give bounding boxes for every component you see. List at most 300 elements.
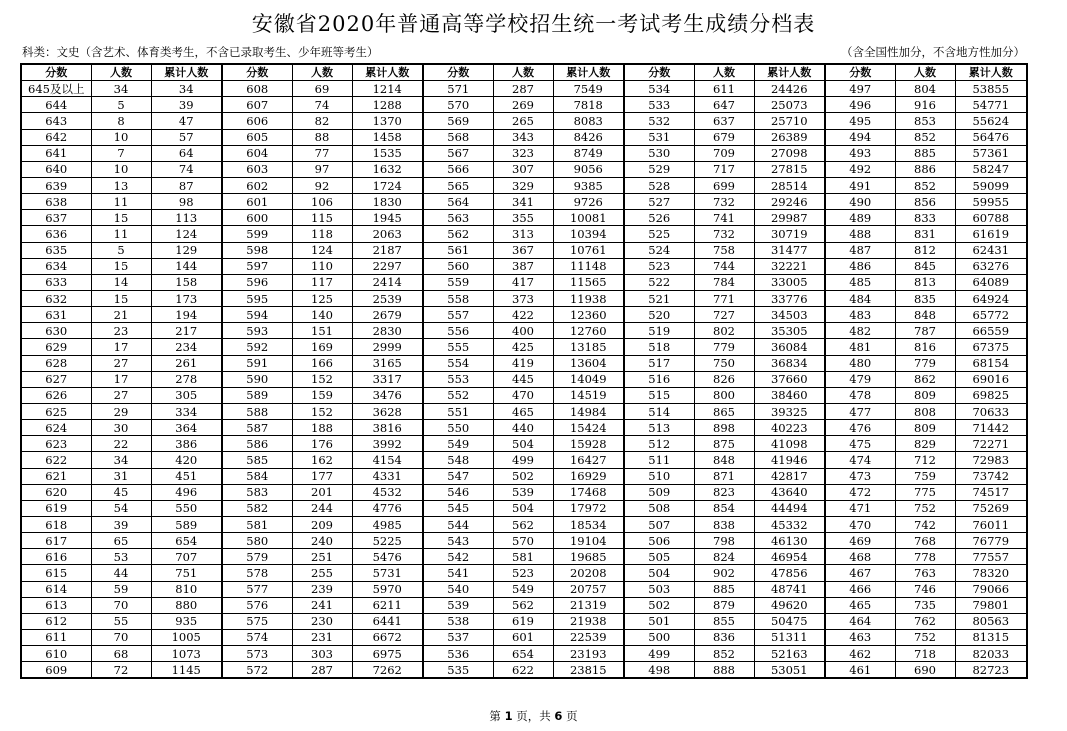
cumulative-cell: 56476: [955, 129, 1027, 145]
score-cell: 566: [423, 161, 493, 177]
score-cell: 591: [222, 355, 292, 371]
table-row: [21, 161, 1027, 177]
count-cell: 17: [91, 371, 151, 387]
cumulative-cell: 8749: [553, 145, 624, 161]
score-cell: 626: [21, 387, 91, 403]
score-cell: 562: [423, 226, 493, 242]
cumulative-cell: 23193: [553, 646, 624, 662]
cumulative-cell: 44494: [754, 500, 825, 516]
count-cell: 879: [694, 597, 754, 613]
count-cell: 871: [694, 468, 754, 484]
cumulative-cell: 24426: [754, 81, 825, 97]
score-cell: 602: [222, 177, 292, 193]
count-cell: 746: [895, 581, 955, 597]
score-cell: 583: [222, 484, 292, 500]
score-cell: 518: [624, 339, 694, 355]
cumulative-cell: 3317: [352, 371, 423, 387]
table-row: [21, 97, 1027, 113]
score-cell: 585: [222, 452, 292, 468]
count-cell: 622: [493, 662, 553, 679]
table-row: [21, 387, 1027, 403]
cumulative-cell: 67375: [955, 339, 1027, 355]
cumulative-cell: 58247: [955, 161, 1027, 177]
score-cell: 462: [825, 646, 895, 662]
cumulative-cell: 13604: [553, 355, 624, 371]
cumulative-cell: 72983: [955, 452, 1027, 468]
count-cell: 15: [91, 290, 151, 306]
table-row: [21, 420, 1027, 436]
score-cell: 550: [423, 420, 493, 436]
count-cell: 581: [493, 549, 553, 565]
cumulative-cell: 60788: [955, 210, 1027, 226]
cumulative-cell: 6441: [352, 613, 423, 629]
cumulative-cell: 2679: [352, 307, 423, 323]
count-cell: 367: [493, 242, 553, 258]
score-cell: 547: [423, 468, 493, 484]
cumulative-cell: 217: [151, 323, 222, 339]
count-cell: 39: [91, 516, 151, 532]
cumulative-cell: 19685: [553, 549, 624, 565]
count-cell: 717: [694, 161, 754, 177]
count-cell: 59: [91, 581, 151, 597]
score-cell: 622: [21, 452, 91, 468]
score-cell: 580: [222, 533, 292, 549]
table-row: [21, 468, 1027, 484]
score-cell: 636: [21, 226, 91, 242]
cumulative-cell: 74517: [955, 484, 1027, 500]
count-cell: 771: [694, 290, 754, 306]
count-cell: 865: [694, 403, 754, 419]
count-cell: 742: [895, 516, 955, 532]
cumulative-cell: 36084: [754, 339, 825, 355]
cumulative-cell: 34503: [754, 307, 825, 323]
score-cell: 532: [624, 113, 694, 129]
count-cell: 373: [493, 290, 553, 306]
column-header-count: 人数: [895, 64, 955, 81]
cumulative-cell: 14519: [553, 387, 624, 403]
score-cell: 634: [21, 258, 91, 274]
cumulative-cell: 52163: [754, 646, 825, 662]
cumulative-cell: 2539: [352, 290, 423, 306]
column-header-cumulative: 累计人数: [151, 64, 222, 81]
score-cell: 572: [222, 662, 292, 679]
score-cell: 554: [423, 355, 493, 371]
cumulative-cell: 7549: [553, 81, 624, 97]
bonus-points-note: （含全国性加分，不含地方性加分）: [841, 45, 1025, 59]
cumulative-cell: 59955: [955, 194, 1027, 210]
column-header-cumulative: 累计人数: [955, 64, 1027, 81]
count-cell: 855: [694, 613, 754, 629]
count-cell: 17: [91, 339, 151, 355]
cumulative-cell: 29987: [754, 210, 825, 226]
count-cell: 679: [694, 129, 754, 145]
cumulative-cell: 25073: [754, 97, 825, 113]
cumulative-cell: 8426: [553, 129, 624, 145]
score-cell: 597: [222, 258, 292, 274]
cumulative-cell: 6975: [352, 646, 423, 662]
count-cell: 54: [91, 500, 151, 516]
score-cell: 486: [825, 258, 895, 274]
count-cell: 8: [91, 113, 151, 129]
cumulative-cell: 76011: [955, 516, 1027, 532]
count-cell: 166: [292, 355, 352, 371]
table-row: [21, 129, 1027, 145]
column-header-cumulative: 累计人数: [754, 64, 825, 81]
count-cell: 125: [292, 290, 352, 306]
score-cell: 517: [624, 355, 694, 371]
score-cell: 559: [423, 274, 493, 290]
score-cell: 578: [222, 565, 292, 581]
score-cell: 574: [222, 629, 292, 645]
score-cell: 481: [825, 339, 895, 355]
table-row: [21, 113, 1027, 129]
count-cell: 735: [895, 597, 955, 613]
score-cell: 587: [222, 420, 292, 436]
count-cell: 5: [91, 242, 151, 258]
score-cell: 592: [222, 339, 292, 355]
count-cell: 750: [694, 355, 754, 371]
score-cell: 530: [624, 145, 694, 161]
count-cell: 637: [694, 113, 754, 129]
cumulative-cell: 1288: [352, 97, 423, 113]
score-cell: 612: [21, 613, 91, 629]
score-cell: 471: [825, 500, 895, 516]
table-row: [21, 242, 1027, 258]
cumulative-cell: 10394: [553, 226, 624, 242]
cumulative-cell: 80563: [955, 613, 1027, 629]
cumulative-cell: 22539: [553, 629, 624, 645]
score-cell: 493: [825, 145, 895, 161]
count-cell: 355: [493, 210, 553, 226]
cumulative-cell: 1830: [352, 194, 423, 210]
cumulative-cell: 79066: [955, 581, 1027, 597]
count-cell: 848: [694, 452, 754, 468]
score-cell: 531: [624, 129, 694, 145]
cumulative-cell: 25710: [754, 113, 825, 129]
cumulative-cell: 46130: [754, 533, 825, 549]
cumulative-cell: 451: [151, 468, 222, 484]
cumulative-cell: 173: [151, 290, 222, 306]
cumulative-cell: 42817: [754, 468, 825, 484]
cumulative-cell: 20208: [553, 565, 624, 581]
score-cell: 520: [624, 307, 694, 323]
cumulative-cell: 550: [151, 500, 222, 516]
score-cell: 567: [423, 145, 493, 161]
cumulative-cell: 23815: [553, 662, 624, 679]
count-cell: 162: [292, 452, 352, 468]
cumulative-cell: 2999: [352, 339, 423, 355]
count-cell: 712: [895, 452, 955, 468]
column-header-count: 人数: [292, 64, 352, 81]
score-cell: 613: [21, 597, 91, 613]
cumulative-cell: 1724: [352, 177, 423, 193]
count-cell: 829: [895, 436, 955, 452]
score-cell: 568: [423, 129, 493, 145]
cumulative-cell: 4532: [352, 484, 423, 500]
score-cell: 610: [21, 646, 91, 662]
score-cell: 468: [825, 549, 895, 565]
score-cell: 598: [222, 242, 292, 258]
cumulative-cell: 278: [151, 371, 222, 387]
score-distribution-table: [20, 63, 1028, 679]
score-cell: 487: [825, 242, 895, 258]
score-cell: 503: [624, 581, 694, 597]
cumulative-cell: 47856: [754, 565, 825, 581]
score-cell: 607: [222, 97, 292, 113]
table-row: [21, 290, 1027, 306]
count-cell: 313: [493, 226, 553, 242]
cumulative-cell: 3816: [352, 420, 423, 436]
score-cell: 556: [423, 323, 493, 339]
score-cell: 564: [423, 194, 493, 210]
cumulative-cell: 4331: [352, 468, 423, 484]
table-row: [21, 307, 1027, 323]
score-cell: 609: [21, 662, 91, 679]
cumulative-cell: 3476: [352, 387, 423, 403]
column-header-cumulative: 累计人数: [352, 64, 423, 81]
score-cell: 589: [222, 387, 292, 403]
count-cell: 77: [292, 145, 352, 161]
cumulative-cell: 935: [151, 613, 222, 629]
count-cell: 151: [292, 323, 352, 339]
score-cell: 473: [825, 468, 895, 484]
count-cell: 727: [694, 307, 754, 323]
cumulative-cell: 26389: [754, 129, 825, 145]
cumulative-cell: 9385: [553, 177, 624, 193]
count-cell: 763: [895, 565, 955, 581]
score-cell: 604: [222, 145, 292, 161]
cumulative-cell: 2830: [352, 323, 423, 339]
column-header-score: 分数: [222, 64, 292, 81]
cumulative-cell: 1458: [352, 129, 423, 145]
count-cell: 787: [895, 323, 955, 339]
score-cell: 641: [21, 145, 91, 161]
cumulative-cell: 32221: [754, 258, 825, 274]
score-cell: 477: [825, 403, 895, 419]
score-cell: 608: [222, 81, 292, 97]
cumulative-cell: 82723: [955, 662, 1027, 679]
count-cell: 11: [91, 194, 151, 210]
cumulative-cell: 64924: [955, 290, 1027, 306]
score-cell: 619: [21, 500, 91, 516]
score-cell: 498: [624, 662, 694, 679]
count-cell: 72: [91, 662, 151, 679]
score-cell: 506: [624, 533, 694, 549]
cumulative-cell: 70633: [955, 403, 1027, 419]
count-cell: 808: [895, 403, 955, 419]
count-cell: 152: [292, 403, 352, 419]
table-row: [21, 403, 1027, 419]
count-cell: 341: [493, 194, 553, 210]
score-cell: 579: [222, 549, 292, 565]
cumulative-cell: 75269: [955, 500, 1027, 516]
cumulative-cell: 1214: [352, 81, 423, 97]
score-cell: 476: [825, 420, 895, 436]
score-cell: 538: [423, 613, 493, 629]
count-cell: 752: [895, 629, 955, 645]
score-cell: 637: [21, 210, 91, 226]
count-cell: 387: [493, 258, 553, 274]
score-cell: 543: [423, 533, 493, 549]
cumulative-cell: 76779: [955, 533, 1027, 549]
cumulative-cell: 63276: [955, 258, 1027, 274]
score-cell: 525: [624, 226, 694, 242]
cumulative-cell: 61619: [955, 226, 1027, 242]
count-cell: 611: [694, 81, 754, 97]
table-row: [21, 258, 1027, 274]
score-cell: 483: [825, 307, 895, 323]
cumulative-cell: 69825: [955, 387, 1027, 403]
score-cell: 639: [21, 177, 91, 193]
count-cell: 27: [91, 355, 151, 371]
cumulative-cell: 1535: [352, 145, 423, 161]
column-header-score: 分数: [423, 64, 493, 81]
cumulative-cell: 34: [151, 81, 222, 97]
cumulative-cell: 35305: [754, 323, 825, 339]
cumulative-cell: 305: [151, 387, 222, 403]
count-cell: 902: [694, 565, 754, 581]
count-cell: 470: [493, 387, 553, 403]
table-row: [21, 226, 1027, 242]
column-header-score: 分数: [825, 64, 895, 81]
count-cell: 916: [895, 97, 955, 113]
count-cell: 140: [292, 307, 352, 323]
score-cell: 482: [825, 323, 895, 339]
table-row: [21, 436, 1027, 452]
cumulative-cell: 17468: [553, 484, 624, 500]
table-row: [21, 646, 1027, 662]
score-cell: 625: [21, 403, 91, 419]
cumulative-cell: 69016: [955, 371, 1027, 387]
cumulative-cell: 62431: [955, 242, 1027, 258]
score-cell: 638: [21, 194, 91, 210]
subject-category-note: 科类：文史（含艺术、体育类考生，不含已录取考生、少年班等考生）: [22, 45, 379, 59]
cumulative-cell: 51311: [754, 629, 825, 645]
score-cell: 581: [222, 516, 292, 532]
count-cell: 400: [493, 323, 553, 339]
cumulative-cell: 77557: [955, 549, 1027, 565]
table-row: [21, 323, 1027, 339]
count-cell: 27: [91, 387, 151, 403]
table-row: [21, 500, 1027, 516]
score-cell: 542: [423, 549, 493, 565]
cumulative-cell: 79801: [955, 597, 1027, 613]
cumulative-cell: 66559: [955, 323, 1027, 339]
page-footer: [0, 708, 1067, 724]
count-cell: 34: [91, 452, 151, 468]
cumulative-cell: 11565: [553, 274, 624, 290]
score-cell: 501: [624, 613, 694, 629]
score-cell: 496: [825, 97, 895, 113]
footer-prefix: 第: [489, 709, 505, 723]
count-cell: 856: [895, 194, 955, 210]
score-cell: 544: [423, 516, 493, 532]
score-cell: 510: [624, 468, 694, 484]
score-cell: 526: [624, 210, 694, 226]
count-cell: 329: [493, 177, 553, 193]
table-row: [21, 613, 1027, 629]
cumulative-cell: 72271: [955, 436, 1027, 452]
count-cell: 5: [91, 97, 151, 113]
cumulative-cell: 2297: [352, 258, 423, 274]
cumulative-cell: 57: [151, 129, 222, 145]
cumulative-cell: 19104: [553, 533, 624, 549]
count-cell: 654: [493, 646, 553, 662]
count-cell: 445: [493, 371, 553, 387]
score-cell: 512: [624, 436, 694, 452]
cumulative-cell: 9056: [553, 161, 624, 177]
score-cell: 545: [423, 500, 493, 516]
table-row: [21, 549, 1027, 565]
score-cell: 593: [222, 323, 292, 339]
count-cell: 343: [493, 129, 553, 145]
cumulative-cell: 38460: [754, 387, 825, 403]
cumulative-cell: 15928: [553, 436, 624, 452]
score-cell: 595: [222, 290, 292, 306]
cumulative-cell: 68154: [955, 355, 1027, 371]
cumulative-cell: 14984: [553, 403, 624, 419]
cumulative-cell: 64089: [955, 274, 1027, 290]
count-cell: 862: [895, 371, 955, 387]
cumulative-cell: 53855: [955, 81, 1027, 97]
score-cell: 479: [825, 371, 895, 387]
cumulative-cell: 1632: [352, 161, 423, 177]
count-cell: 752: [895, 500, 955, 516]
score-cell: 548: [423, 452, 493, 468]
cumulative-cell: 144: [151, 258, 222, 274]
count-cell: 29: [91, 403, 151, 419]
score-cell: 516: [624, 371, 694, 387]
column-header-count: 人数: [493, 64, 553, 81]
count-cell: 177: [292, 468, 352, 484]
score-cell: 577: [222, 581, 292, 597]
count-cell: 853: [895, 113, 955, 129]
cumulative-cell: 7262: [352, 662, 423, 679]
score-cell: 558: [423, 290, 493, 306]
count-cell: 82: [292, 113, 352, 129]
cumulative-cell: 707: [151, 549, 222, 565]
table-row: [21, 194, 1027, 210]
count-cell: 812: [895, 242, 955, 258]
score-cell: 504: [624, 565, 694, 581]
count-cell: 784: [694, 274, 754, 290]
score-cell: 535: [423, 662, 493, 679]
table-row: [21, 516, 1027, 532]
score-cell: 488: [825, 226, 895, 242]
cumulative-cell: 589: [151, 516, 222, 532]
score-cell: 620: [21, 484, 91, 500]
score-cell: 584: [222, 468, 292, 484]
total-page-count: 6: [554, 709, 563, 723]
score-cell: 599: [222, 226, 292, 242]
score-cell: 524: [624, 242, 694, 258]
cumulative-cell: 30719: [754, 226, 825, 242]
cumulative-cell: 334: [151, 403, 222, 419]
score-cell: 489: [825, 210, 895, 226]
count-cell: 269: [493, 97, 553, 113]
cumulative-cell: 1073: [151, 646, 222, 662]
cumulative-cell: 48741: [754, 581, 825, 597]
cumulative-cell: 158: [151, 274, 222, 290]
score-cell: 540: [423, 581, 493, 597]
cumulative-cell: 4985: [352, 516, 423, 532]
page-title: 安徽省2020年普通高等学校招生统一考试考生成绩分档表: [251, 12, 816, 36]
count-cell: 848: [895, 307, 955, 323]
count-cell: 852: [895, 177, 955, 193]
score-cell: 494: [825, 129, 895, 145]
count-cell: 241: [292, 597, 352, 613]
score-cell: 645及以上: [21, 81, 91, 97]
